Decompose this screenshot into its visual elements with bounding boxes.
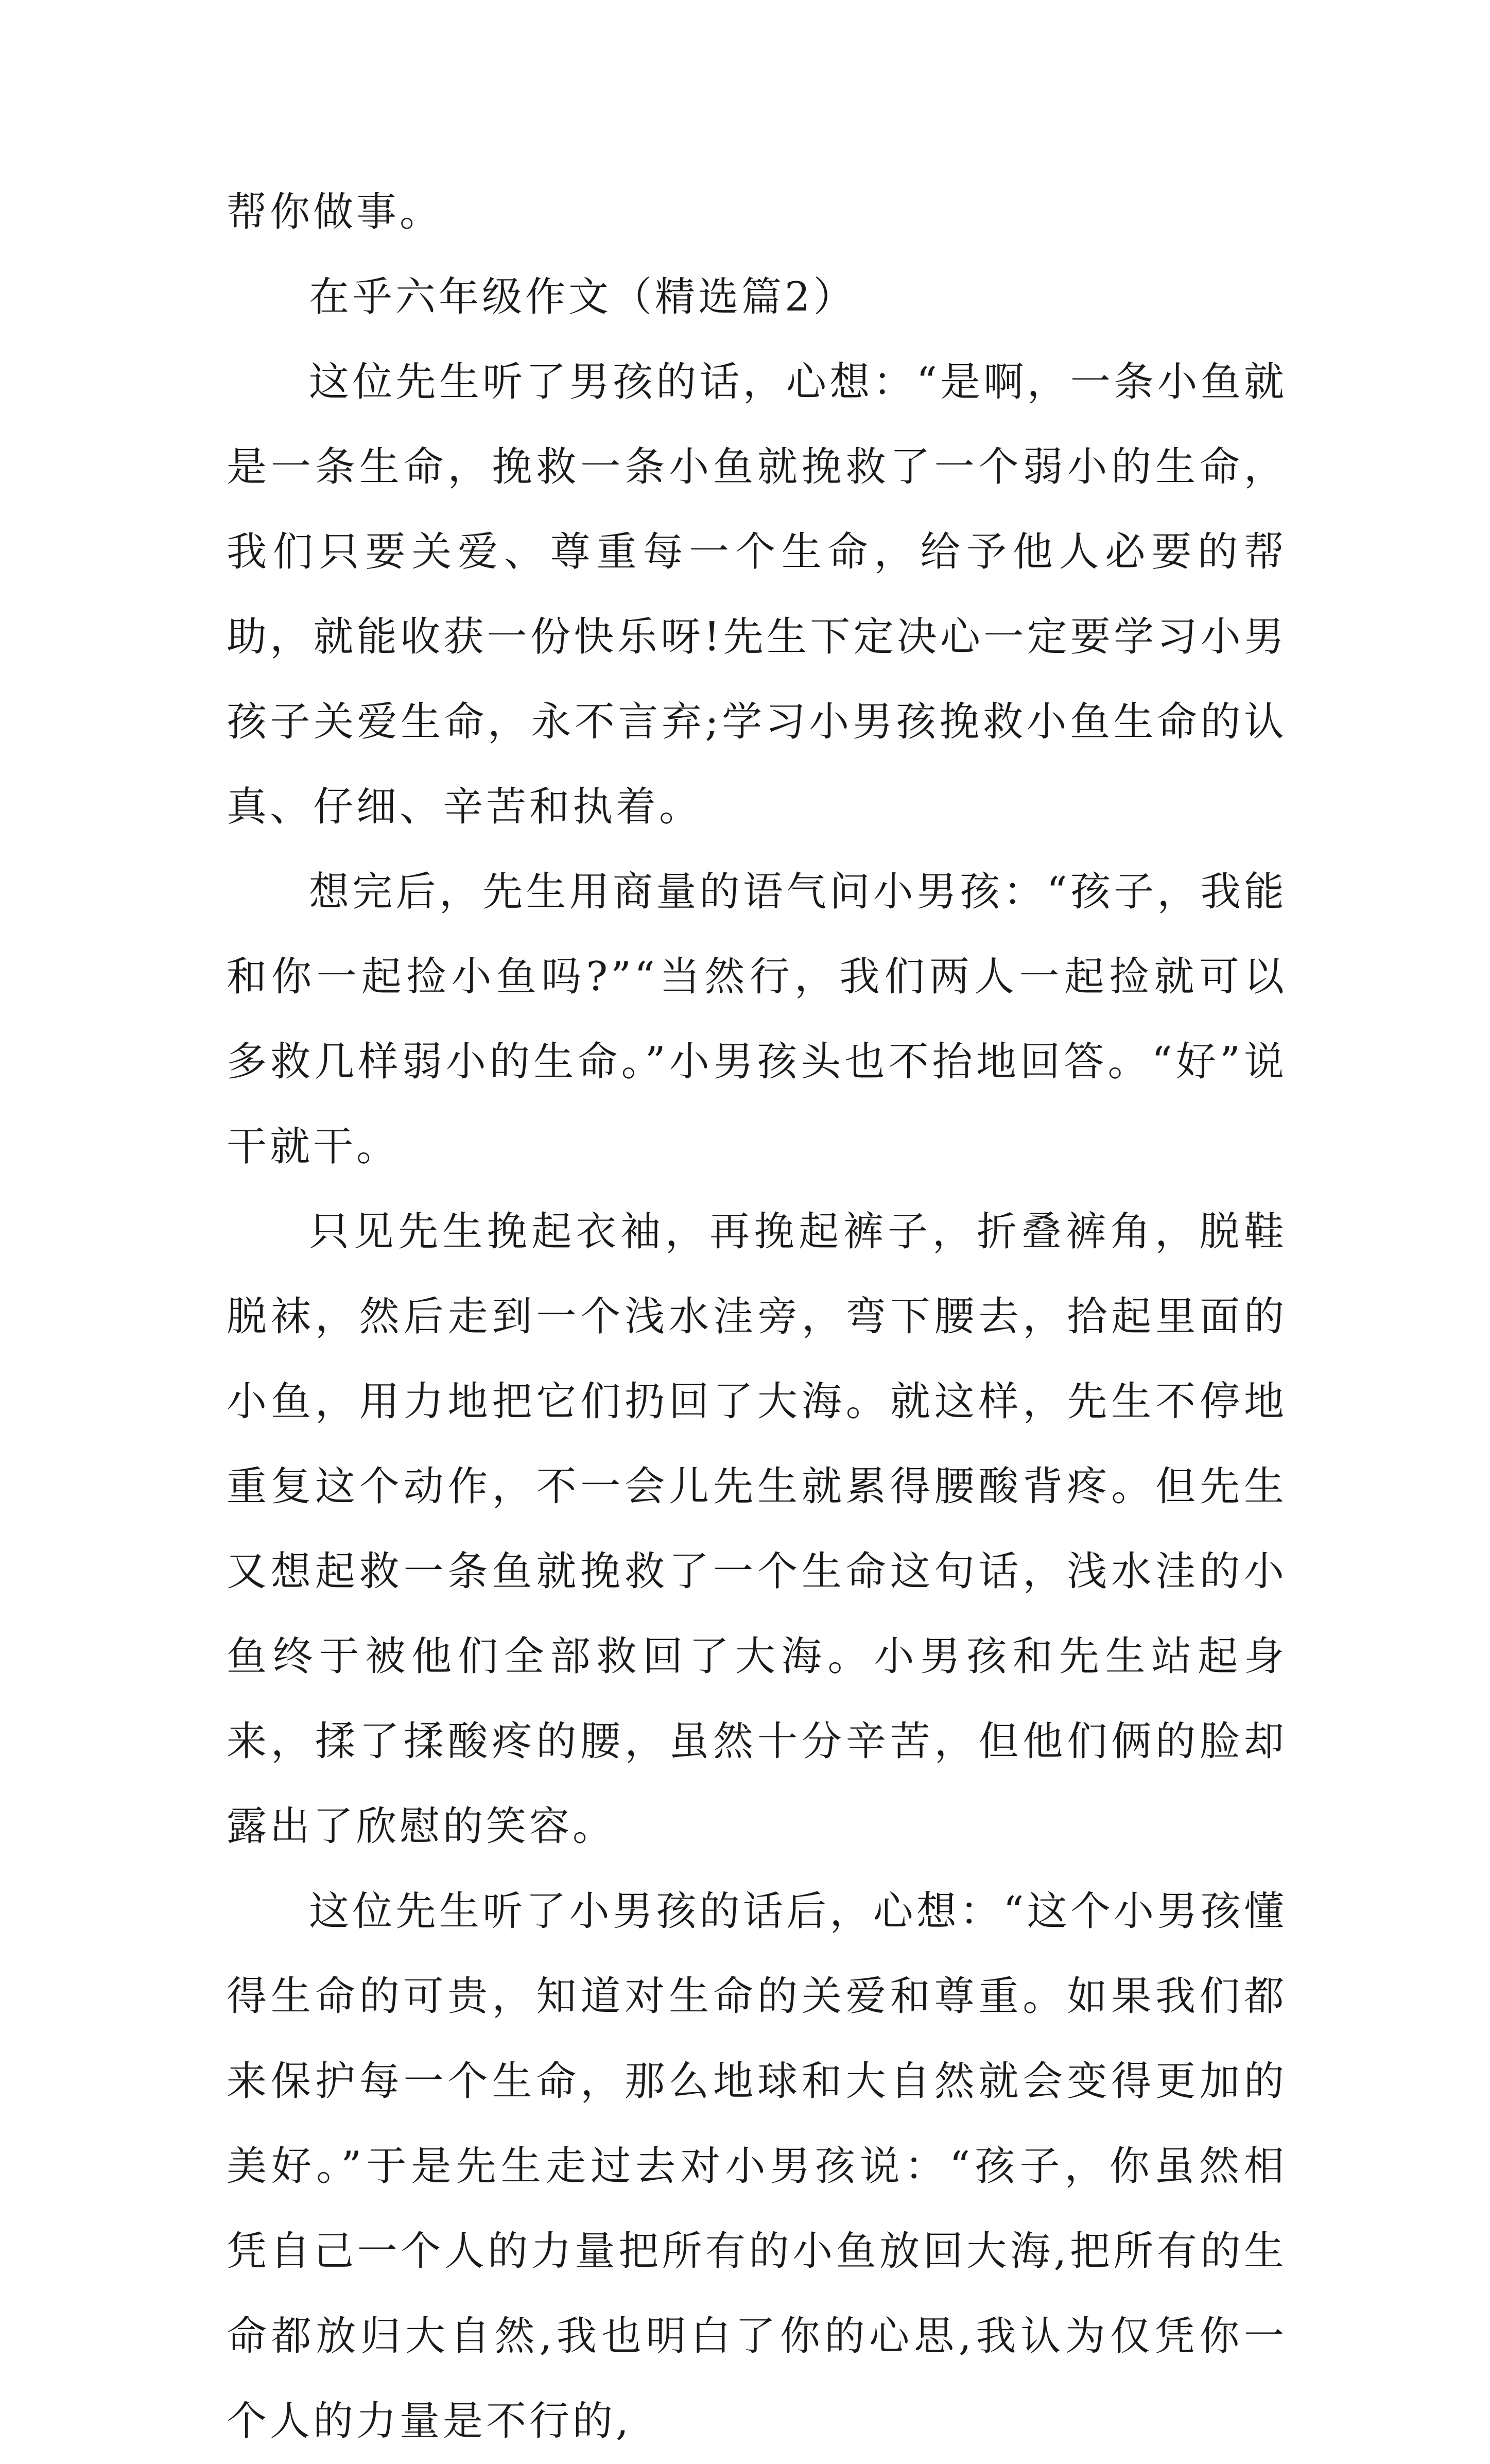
article-body (227, 170, 1287, 2464)
paragraph: 这位先生听了男孩的话，心想：“是啊，一条小鱼就是一条生命，挽救一条小鱼就挽救了一个弱小的生命，我们只要关爱、尊重每一个生命，给予他人必要的帮助，就能收获一份快乐呀!先生下定决心一定要学习小男孩子关爱生命，永不言弃;学习小男孩挽救小鱼生命的认真、仔细、辛苦和执着。 (227, 359, 1287, 830)
paragraph: 这位先生听了小男孩的话后，心想：“这个小男孩懂得生命的可贵，知道对生命的关爱和尊重。如果我们都来保护每一个生命，那么地球和大自然就会变得更加的美好。”于是先生走过去对小男孩说：“孩子，你虽然相凭自己一个人的力量把所有的小鱼放回大海,把所有的生命都放归大自然,我也明白了你的心思,我认为仅凭你一个人的力量是不行的, (227, 1888, 1287, 2444)
paragraph-continuation: 帮你做事。 (227, 189, 443, 235)
section-heading: 在乎六年级作文（精选篇2） (309, 274, 857, 320)
paragraph: 想完后，先生用商量的语气问小男孩：“孩子，我能和你一起捡小鱼吗?”“当然行，我们两人一起捡就可以多救几样弱小的生命。”小男孩头也不抬地回答。“好”说干就干。 (227, 869, 1287, 1170)
paragraph: 只见先生挽起衣袖，再挽起裤子，折叠裤角，脱鞋脱袜，然后走到一个浅水洼旁，弯下腰去，拾起里面的小鱼，用力地把它们扔回了大海。就这样，先生不停地重复这个动作，不一会儿先生就累得腰酸背疼。但先生又想起救一条鱼就挽救了一个生命这句话，浅水洼的小鱼终于被他们全部救回了大海。小男孩和先生站起身来，揉了揉酸疼的腰，虽然十分辛苦，但他们俩的脸却露出了欣慰的笑容。 (227, 1209, 1287, 1850)
